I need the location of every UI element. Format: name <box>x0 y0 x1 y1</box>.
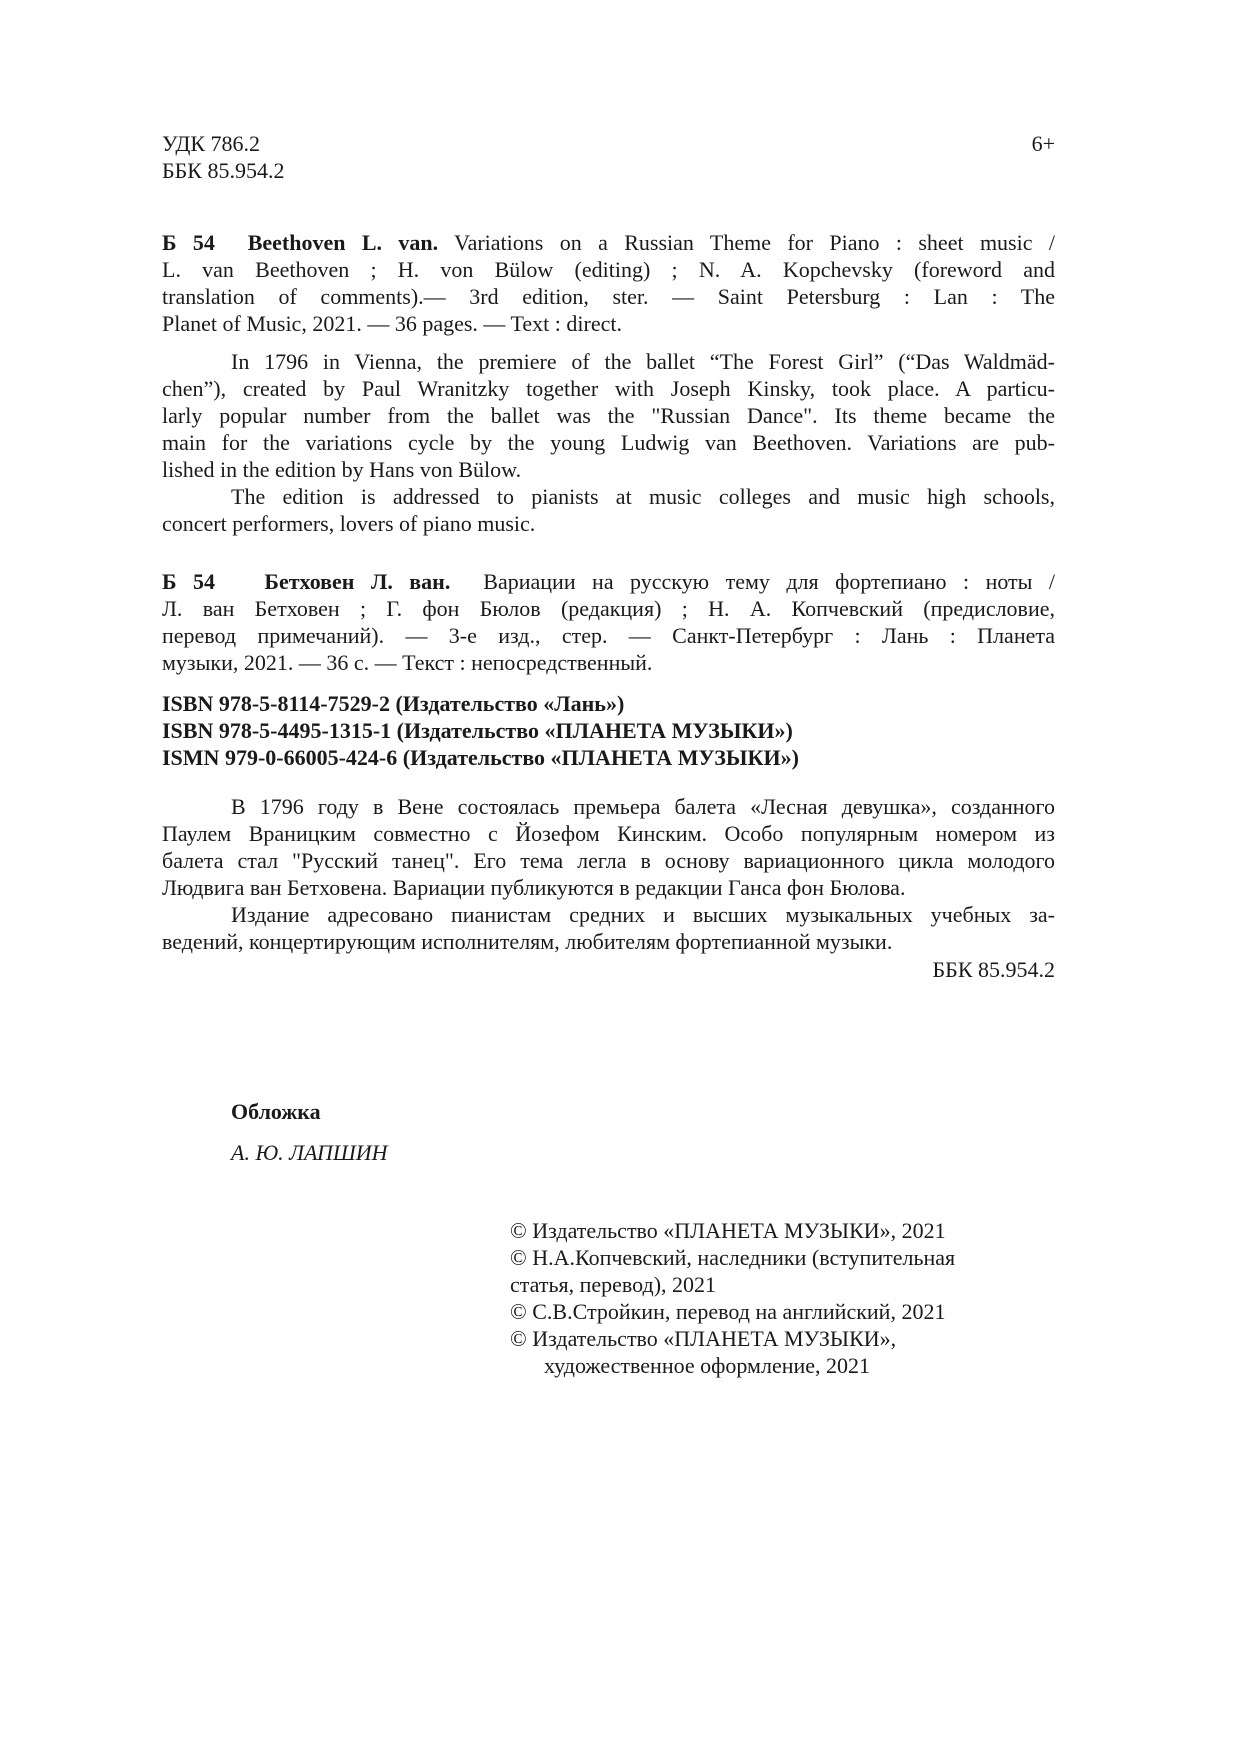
english-abstract-line-1: In 1796 in Vienna, the premiere of the ballet “The Forest Girl” (“Das Waldmäd- <box>231 349 1055 374</box>
english-entry-title: Variations on a Russian Theme for Piano : sheet music / <box>454 230 1055 255</box>
cover-credits <box>231 1098 631 1125</box>
copyright-line-5: © Издательство «ПЛАНЕТА МУЗЫКИ», <box>510 1326 897 1351</box>
cover-designer <box>231 1139 631 1166</box>
classification-header <box>162 130 1055 184</box>
english-abstract-line-6: The edition is addressed to pianists at music colleges and music high schools, <box>231 484 1055 509</box>
russian-abstract-line-4: Людвига ван Бетховена. Вариации публикуются в редакции Ганса фон Бюлова. <box>162 875 906 900</box>
russian-abstract <box>162 793 1055 955</box>
russian-entry-title: Вариации на русскую тему для фортепиано : ноты / <box>483 569 1056 594</box>
cover-designer-name: А. Ю. ЛАПШИН <box>231 1140 388 1165</box>
copyright-line-6: художественное оформление, 2021 <box>544 1353 871 1378</box>
bbk-footer <box>162 956 1055 983</box>
english-abstract-line-2: chen”), created by Paul Wranitzky together with Joseph Kinsky, took place. A particu- <box>162 376 1055 401</box>
english-entry-line-1 <box>162 229 1055 256</box>
copyright-notices <box>510 1217 1055 1379</box>
english-bibliographic-entry <box>162 229 1055 337</box>
english-entry-line-3: translation of comments).— 3rd edition, ster. — Saint Petersburg : Lan : The <box>162 284 1055 309</box>
russian-bibliographic-entry <box>162 568 1055 676</box>
russian-entry-line-2: Л. ван Бетховен ; Г. фон Бюлов (редакция) ; Н. А. Копчевский (предисловие, <box>162 596 1055 621</box>
isbn-lan: ISBN 978-5-8114-7529-2 (Издательство «Лань») <box>162 691 625 716</box>
age-rating: 6+ <box>1031 131 1055 156</box>
english-abstract <box>162 348 1055 537</box>
english-entry-line-2: L. van Beethoven ; H. von Bülow (editing) ; N. A. Kopchevsky (foreword and <box>162 257 1055 282</box>
english-abstract-line-4: main for the variations cycle by the young Ludwig van Beethoven. Variations are pub- <box>162 430 1055 455</box>
english-entry-author: Beethoven L. van. <box>247 230 439 255</box>
russian-abstract-line-2: Паулем Враницким совместно с Йозефом Кинским. Особо популярным номером из <box>162 821 1055 846</box>
identifiers <box>162 690 1055 771</box>
russian-entry-line-3: перевод примечаний). — 3-е изд., стер. — Санкт-Петербург : Лань : Планета <box>162 623 1055 648</box>
russian-abstract-line-5: Издание адресовано пианистам средних и высших музыкальных учебных за- <box>231 902 1055 927</box>
ismn-planet-of-music: ISMN 979-0-66005-424-6 (Издательство «ПЛАНЕТА МУЗЫКИ») <box>162 745 799 770</box>
russian-abstract-line-3: балета стал "Русский танец". Его тема легла в основу вариационного цикла молодого <box>162 848 1055 873</box>
english-abstract-line-7: concert performers, lovers of piano music. <box>162 511 536 536</box>
english-entry-line-4: Planet of Music, 2021. — 36 pages. — Text : direct. <box>162 311 622 336</box>
cover-credits-label: Обложка <box>231 1099 321 1124</box>
russian-abstract-line-1: В 1796 году в Вене состоялась премьера балета «Лесная девушка», созданного <box>231 794 1055 819</box>
udc-code: УДК 786.2 <box>162 131 261 156</box>
russian-entry-code: Б 54 <box>162 569 216 594</box>
bbk-footer-code: ББК 85.954.2 <box>932 957 1055 982</box>
isbn-planet-of-music: ISBN 978-5-4495-1315-1 (Издательство «ПЛАНЕТА МУЗЫКИ») <box>162 718 793 743</box>
russian-entry-line-1 <box>162 568 1055 595</box>
russian-entry-author: Бетховен Л. ван. <box>264 569 451 594</box>
bbk-code: ББК 85.954.2 <box>162 158 285 183</box>
copyright-line-1: © Издательство «ПЛАНЕТА МУЗЫКИ», 2021 <box>510 1218 946 1243</box>
copyright-line-2: © Н.А.Копчевский, наследники (вступительная <box>510 1245 956 1270</box>
russian-entry-line-4: музыки, 2021. — 36 с. — Текст : непосредственный. <box>162 650 653 675</box>
english-abstract-line-3: larly popular number from the ballet was the "Russian Dance". Its theme became the <box>162 403 1055 428</box>
copyright-line-4: © С.В.Стройкин, перевод на английский, 2021 <box>510 1299 946 1324</box>
russian-abstract-line-6: ведений, концертирующим исполнителям, любителям фортепианной музыки. <box>162 929 893 954</box>
english-abstract-line-5: lished in the edition by Hans von Bülow. <box>162 457 522 482</box>
english-entry-code: Б 54 <box>162 230 215 255</box>
copyright-line-3: статья, перевод), 2021 <box>510 1272 717 1297</box>
